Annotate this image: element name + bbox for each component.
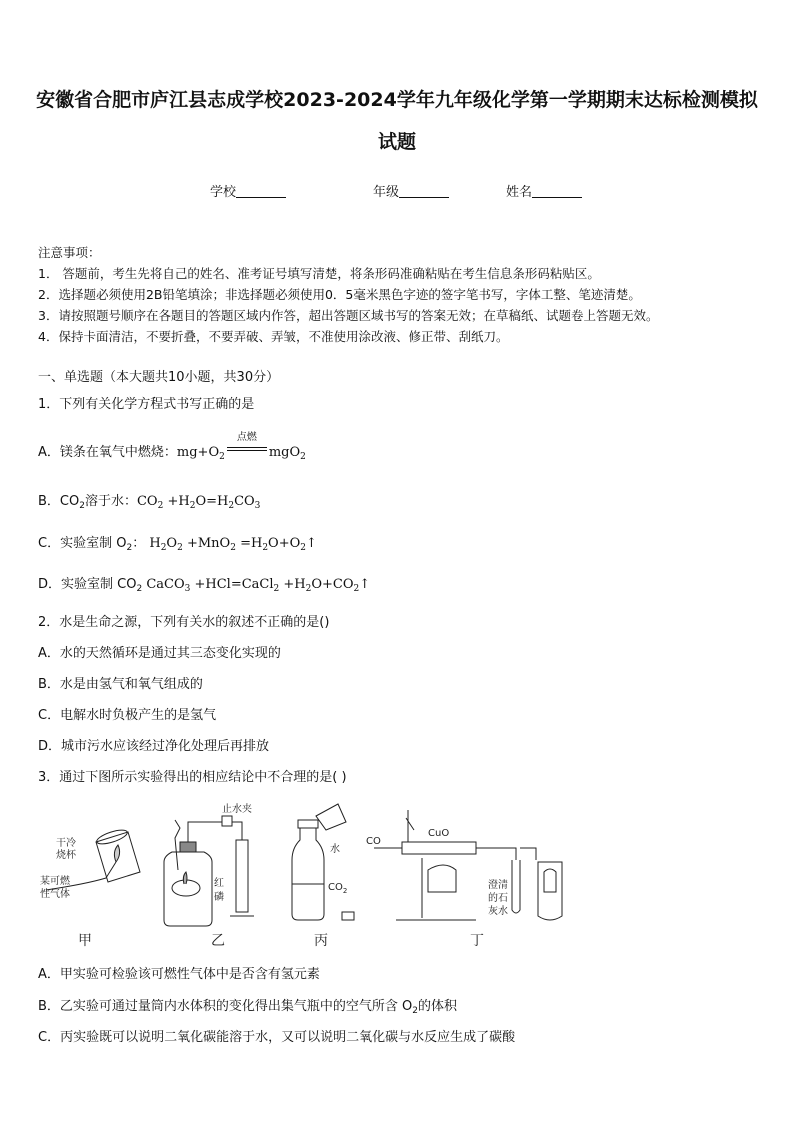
grade-blank bbox=[399, 183, 449, 198]
document-title-line2: 试题 bbox=[377, 131, 416, 153]
equation-lhs: $mg+O_2$ bbox=[176, 445, 225, 462]
q1-option-b: B．$CO_2$溶于水：$CO_2 +H_2O=H_2CO_3$ bbox=[38, 494, 261, 511]
label-limewater-2: 的石 bbox=[488, 893, 508, 904]
school-field bbox=[210, 181, 286, 200]
label-water: 水 bbox=[330, 844, 340, 855]
equation: $H_2O_2 +MnO_2$ $=H_2O+O_2↑$ bbox=[145, 536, 317, 553]
option-text: C．实验室制 O bbox=[38, 536, 127, 551]
label-limewater-1: 澄清 bbox=[488, 880, 508, 891]
label-jia: 甲 bbox=[78, 933, 92, 949]
school-blank bbox=[236, 183, 286, 198]
reaction-condition bbox=[227, 432, 267, 458]
document-title-line1: 安徽省合肥市庐江县志成学校2023-2024学年九年级化学第一学期期末达标检测模拟 bbox=[36, 89, 758, 111]
q1-option-d: D．实验室制 $CO_2$ CaCO$_3$ +HCl=CaCl$_2$ $+H_2O+CO_2↑$ bbox=[38, 577, 371, 594]
option-text: B．乙实验可通过量筒内水体积的变化得出集气瓶中的空气所含 O bbox=[38, 999, 413, 1014]
q3-option-a: A．甲实验可检验该可燃性气体中是否含有氢元素 bbox=[38, 967, 320, 982]
q2-option: A．水的天然循环是通过其三态变化实现的 bbox=[38, 646, 281, 661]
note-item: 2．选择题必须使用2B铅笔填涂；非选择题必须使用0．5毫米黑色字迹的签字笔书写，字体工整、笔迹清楚。 bbox=[38, 287, 641, 302]
experiment-figure bbox=[36, 800, 606, 955]
name-blank bbox=[532, 183, 582, 198]
q1-option-a bbox=[38, 432, 306, 462]
option-text: A．镁条在氧气中燃烧： bbox=[38, 445, 177, 460]
option-text: B．CO bbox=[38, 494, 80, 509]
experiment-jia bbox=[40, 827, 140, 900]
grade-label: 年级 bbox=[373, 185, 400, 200]
option-text: 的体积 bbox=[418, 999, 458, 1014]
label-clamp: 止水夹 bbox=[222, 804, 252, 815]
question-stem: 3．通过下图所示实验得出的相应结论中不合理的是( ) bbox=[38, 770, 347, 785]
section-heading: 一、单选题（本大题共10小题，共30分） bbox=[38, 370, 280, 385]
name-label: 姓名 bbox=[506, 185, 533, 200]
option-text: 溶于水： bbox=[84, 494, 137, 509]
note-item: 3．请按照题号顺序在各题目的答题区域内作答，超出答题区域书写的答案无效；在草稿纸、试题卷上答题无效。 bbox=[38, 308, 659, 323]
label-cuo: CuO bbox=[428, 828, 450, 839]
school-label: 学校 bbox=[210, 185, 237, 200]
label-yi: 乙 bbox=[211, 933, 225, 949]
option-text: CaCO bbox=[142, 577, 185, 592]
grade-field bbox=[373, 181, 449, 200]
q1-option-c: C．实验室制 $O_2$： $H_2O_2 +MnO_2$ $=H_2O+O_2↑$ bbox=[38, 536, 317, 553]
equation-rhs: mgO$_2$ bbox=[268, 445, 306, 462]
experiment-yi bbox=[164, 802, 254, 926]
equation: $CO_2 +H_2O=H_2CO_3$ bbox=[136, 494, 261, 511]
q2-option: C．电解水时负极产生的是氢气 bbox=[38, 708, 217, 723]
condition-label: 点燃 bbox=[236, 432, 257, 443]
name-field bbox=[506, 181, 582, 200]
experiment-ding bbox=[366, 810, 562, 920]
label-co2: $CO_2$ bbox=[328, 882, 348, 895]
label-red-p-2: 磷 bbox=[214, 892, 224, 903]
experiment-bing bbox=[292, 804, 354, 920]
label-red-p-1: 红 bbox=[214, 878, 224, 889]
label-gas-1: 某可燃 bbox=[40, 876, 70, 887]
label-ding: 丁 bbox=[470, 933, 484, 949]
note-item: 4．保持卡面清洁，不要折叠，不要弄破、弄皱，不准使用涂改液、修正带、刮纸刀。 bbox=[38, 329, 509, 344]
label-limewater-3: 灰水 bbox=[488, 906, 508, 917]
question-stem: 2．水是生命之源，下列有关水的叙述不正确的是() bbox=[38, 615, 330, 630]
label-cold-beaker-2: 烧杯 bbox=[56, 850, 76, 861]
co2-text: CO bbox=[328, 882, 343, 893]
label-cold-beaker-1: 干冷 bbox=[56, 838, 76, 849]
option-text: D．实验室制 CO bbox=[38, 577, 137, 592]
note-item: 1． 答题前，考生先将自己的姓名、准考证号填写清楚，将条形码准确粘贴在考生信息条形码粘贴区。 bbox=[38, 266, 600, 281]
label-gas-2: 性气体 bbox=[40, 889, 70, 900]
equation: $_3$ +HCl=CaCl$_2$ $+H_2O+CO_2↑$ bbox=[184, 577, 371, 594]
q3-option-c: C．丙实验既可以说明二氧化碳能溶于水，又可以说明二氧化碳与水反应生成了碳酸 bbox=[38, 1030, 516, 1045]
label-co: CO bbox=[366, 836, 381, 847]
question-stem: 1．下列有关化学方程式书写正确的是 bbox=[38, 397, 255, 412]
notes-heading: 注意事项： bbox=[38, 245, 101, 260]
q3-option-b: B．乙实验可通过量筒内水体积的变化得出集气瓶中的空气所含 $O_2$的体积 bbox=[38, 999, 458, 1016]
label-bing: 丙 bbox=[314, 933, 328, 949]
q2-option: D．城市污水应该经过净化处理后再排放 bbox=[38, 739, 270, 754]
option-text: ： bbox=[132, 536, 146, 551]
q2-option: B．水是由氢气和氧气组成的 bbox=[38, 677, 203, 692]
